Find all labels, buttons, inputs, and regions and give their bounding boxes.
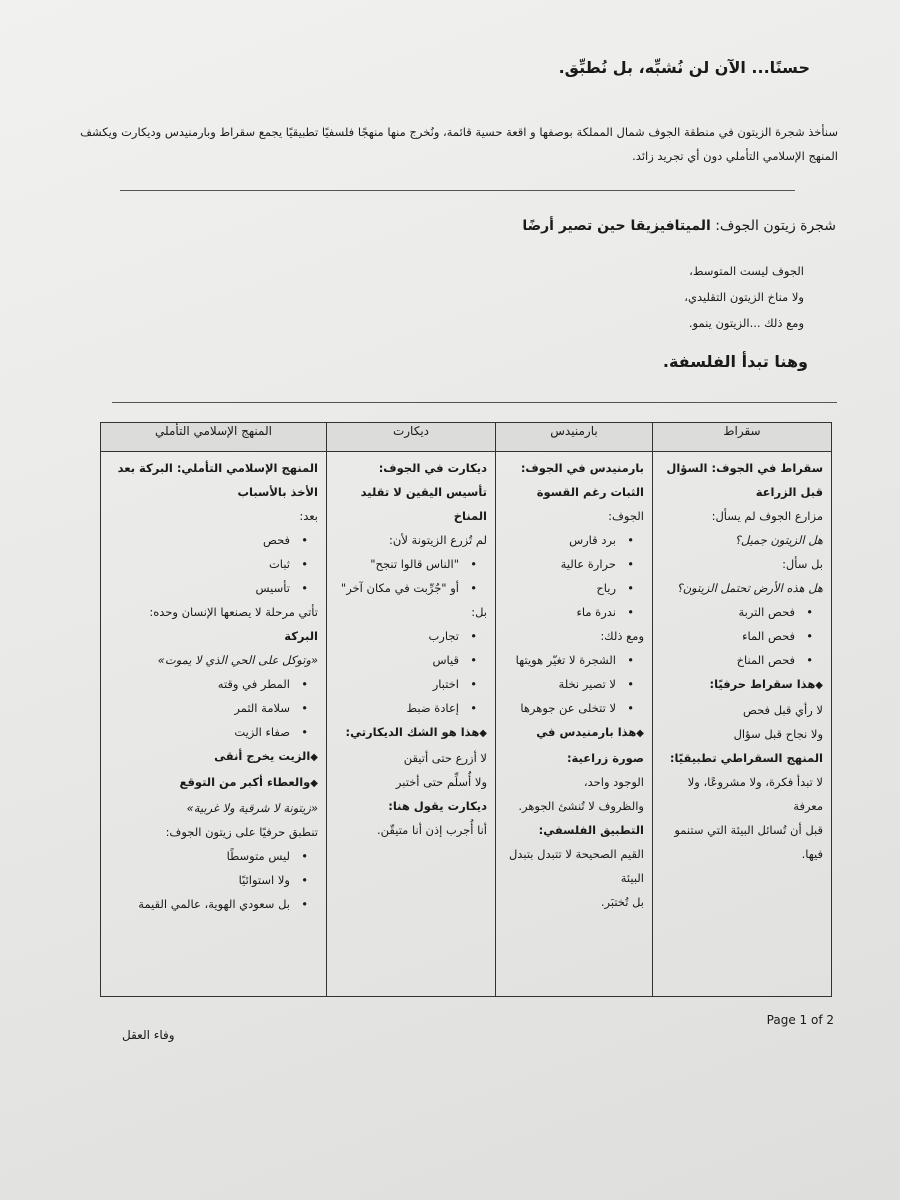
poem (684, 258, 804, 336)
bullet-item: • فحص الماء (661, 624, 823, 648)
cell-line: لا تبدأ فكرة، ولا مشروعًا، ولا معرفة (687, 775, 823, 813)
cell-islamic-method (101, 452, 327, 997)
cell-line: «وتوكل على الحي الذي لا يموت» (157, 653, 318, 667)
table-header-row (101, 423, 832, 452)
bullet-item: • صفاء الزيت (109, 720, 318, 744)
bullet-item: • لا تتخلى عن جوهرها (504, 696, 644, 720)
bullet-item: • ولا استوائيًا (109, 868, 318, 892)
cell-line: القيم الصحيحة لا تتبدل بتبدل البيئة (508, 847, 644, 885)
header-descartes: ديكارت (327, 423, 496, 452)
page-number: Page 1 of 2 (766, 1013, 834, 1027)
diamond-item: ◆ والعطاء أكبر من التوقع (109, 770, 318, 796)
poem-line: ومع ذلك ...الزيتون ينمو. (688, 316, 804, 330)
bullet-item: • رياح (504, 576, 644, 600)
cell-socrates (653, 452, 832, 997)
cell-line: سقراط في الجوف: السؤال قبل الزراعة (666, 461, 823, 499)
section-heading (522, 218, 836, 234)
intro-paragraph: سنأخذ شجرة الزيتون في منطقة الجوف شمال المملكة بوصفها و اقعة حسية قائمة، ونُخرج منها منهجًا فلسفيًا تطبيقيًا يجمع سقراط وبارمنيدس وديكارت ويكشف المنهج الإسلامي التأملي دون أي تجريد زائد. (80, 125, 838, 163)
bullet-item: • اختبار (335, 672, 487, 696)
diamond-item: ◆ الزيت يخرج أنقى (109, 744, 318, 770)
cell-line: لا رأي قبل فحص (743, 703, 823, 717)
bullet-item: • فحص التربة (661, 600, 823, 624)
bullet-item: • حرارة عالية (504, 552, 644, 576)
cell-line: المنهج السقراطي تطبيقيًا: (669, 751, 823, 765)
cell-line: هل الزيتون جميل؟ (734, 533, 823, 547)
bullet-item: • أو "جُرِّبت في مكان آخر" (335, 576, 487, 600)
header-parmenides: بارمنيدس (496, 423, 653, 452)
cell-line: المنهج الإسلامي التأملي: البركة بعد الأخذ بالأسباب (117, 461, 318, 499)
cell-line: والظروف لا تُنشئ الجوهر. (518, 799, 644, 813)
bullet-item: • قياس (335, 648, 487, 672)
cell-line: التطبيق الفلسفي: (538, 823, 644, 837)
cell-line: قبل أن تُسائل البيئة التي ستنمو فيها. (674, 823, 823, 861)
divider (112, 402, 837, 403)
diamond-item: ◆ هذا سقراط حرفيًا: (661, 672, 823, 698)
divider (120, 190, 795, 191)
philosophers-table (100, 422, 832, 997)
cell-line: ولا نجاح قبل سؤال (733, 727, 823, 741)
cell-line: الوجود واحد، (583, 775, 644, 789)
cell-line: ومع ذلك: (600, 629, 644, 643)
cell-line: البركة (284, 629, 318, 643)
cell-line: لا أزرع حتى أتيقن (403, 751, 487, 765)
poem-line: ولا مناخ الزيتون التقليدي، (684, 290, 804, 304)
poem-line: الجوف ليست المتوسط، (689, 264, 804, 278)
author-name: وفاء العقل (122, 1028, 175, 1042)
bullet-item: • تجارب (335, 624, 487, 648)
header-socrates: سقراط (653, 423, 832, 452)
philosophy-line: وهنا تبدأ الفلسفة. (662, 352, 808, 371)
cell-line: تأتي مرحلة لا يصنعها الإنسان وحده: (149, 605, 318, 619)
bullet-item: • فحص (109, 528, 318, 552)
bullet-item: • تأسيس (109, 576, 318, 600)
cell-descartes (327, 452, 496, 997)
diamond-item: ◆ هذا بارمنيدس في صورة زراعية: (504, 720, 644, 770)
cell-line: بل تُختبَر. (600, 895, 644, 909)
section-heading-prefix: شجرة زيتون الجوف: (710, 218, 836, 234)
bullet-item: • إعادة ضبط (335, 696, 487, 720)
cell-line: تنطبق حرفيًا على زيتون الجوف: (165, 825, 318, 839)
diamond-item: ◆ هذا هو الشك الديكارتي: (335, 720, 487, 746)
cell-line: بعد: (299, 509, 318, 523)
bullet-item: • بل سعودي الهوية، عالمي القيمة (109, 892, 318, 916)
bullet-item: • ندرة ماء (504, 600, 644, 624)
cell-line: ولا أُسلِّم حتى أختبر (395, 775, 487, 789)
bullet-item: • المطر في وقته (109, 672, 318, 696)
bullet-item: • برد قارس (504, 528, 644, 552)
bullet-item: • سلامة الثمر (109, 696, 318, 720)
bullet-item: • الشجرة لا تغيّر هويتها (504, 648, 644, 672)
cell-line: الجوف: (608, 509, 644, 523)
section-heading-bold: الميتافيزيقا حين تصير أرضًا (522, 218, 711, 234)
cell-line: بل سأل: (782, 557, 823, 571)
cell-line: بارمنيدس في الجوف: الثبات رغم القسوة (520, 461, 644, 499)
cell-line: مزارع الجوف لم يسأل: (711, 509, 823, 523)
cell-line: «زيتونة لا شرقية ولا غربية» (186, 801, 318, 815)
cell-line: ديكارت في الجوف: تأسيس اليقين لا تقليد المناخ (360, 461, 487, 523)
cell-line: أنا أُجرب إذن أنا متيقّن. (377, 823, 487, 837)
cell-line: هل هذه الأرض تحتمل الزيتون؟ (676, 581, 823, 595)
table-row (101, 452, 832, 997)
header-islamic-method: المنهج الإسلامي التأملي (101, 423, 327, 452)
bullet-item: • لا تصير نخلة (504, 672, 644, 696)
bullet-item: • ليس متوسطًا (109, 844, 318, 868)
cell-line: لم تُزرع الزيتونة لأن: (389, 533, 487, 547)
bullet-item: • فحص المناخ (661, 648, 823, 672)
cell-line: بل: (471, 605, 487, 619)
bullet-item: • ثبات (109, 552, 318, 576)
page-title: حسنًا... الآن لن نُشبِّه، بل نُطبِّق. (558, 58, 810, 77)
bullet-item: • "الناس قالوا تنجح" (335, 552, 487, 576)
cell-parmenides (496, 452, 653, 997)
cell-line: ديكارت يقول هنا: (388, 799, 487, 813)
